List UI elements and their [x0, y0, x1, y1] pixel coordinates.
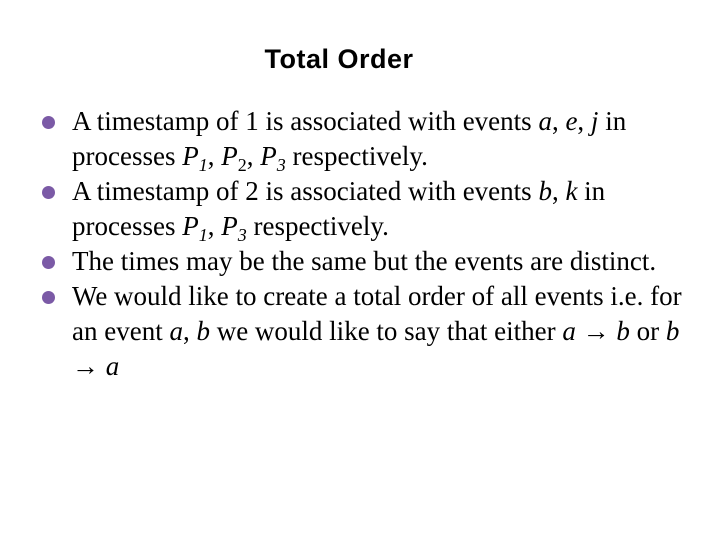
subscript-text: 1 — [198, 155, 208, 175]
text-segment: , — [207, 211, 222, 241]
text-segment: b — [196, 316, 210, 346]
text-segment: P — [221, 141, 238, 171]
subscript-text: 3 — [237, 225, 247, 245]
text-segment: P — [260, 141, 277, 171]
bullet-dot-icon — [42, 256, 55, 269]
text-segment: k — [565, 176, 578, 206]
text-segment: in processes — [72, 176, 606, 241]
text-segment: respectively. — [246, 211, 389, 241]
bullet-list — [42, 104, 702, 384]
bullet-item — [42, 174, 702, 244]
text-segment: or — [629, 316, 666, 346]
text-segment: b — [538, 176, 552, 206]
text-segment: we would like to say that either — [209, 316, 563, 346]
bullet-dot-icon — [42, 186, 55, 199]
text-segment: , — [551, 106, 566, 136]
text-segment: respectively. — [285, 141, 428, 171]
bullet-item — [42, 104, 702, 174]
text-segment: j — [590, 106, 599, 136]
subscript-text: 1 — [198, 225, 208, 245]
bullet-dot-icon — [42, 291, 55, 304]
text-segment: b — [665, 316, 680, 346]
text-segment: P — [182, 141, 199, 171]
text-segment: a — [105, 351, 120, 381]
text-segment: A timestamp of 1 is associated with events — [72, 106, 539, 136]
text-segment: → — [72, 351, 106, 381]
text-segment: → — [575, 316, 617, 346]
bullet-text — [72, 246, 656, 276]
text-segment: , — [577, 106, 591, 136]
text-segment: a — [169, 316, 183, 346]
text-segment: , — [182, 316, 197, 346]
text-segment: , — [207, 141, 222, 171]
text-segment: , — [551, 176, 566, 206]
text-segment: , — [246, 141, 261, 171]
text-segment: P — [221, 211, 238, 241]
text-segment: P — [182, 211, 199, 241]
slide-title: Total Order — [264, 44, 414, 74]
bullet-item — [42, 279, 702, 384]
bullet-dot-icon — [42, 116, 55, 129]
bullet-text — [72, 176, 606, 245]
text-segment: b — [616, 316, 630, 346]
bullet-item — [42, 244, 702, 279]
text-segment: a — [562, 316, 576, 346]
bullet-text — [72, 106, 627, 175]
text-segment: e — [565, 106, 578, 136]
text-segment: in processes — [72, 106, 627, 171]
bullet-text — [72, 281, 682, 381]
subscript-text: 3 — [276, 155, 286, 175]
subscript-text: 2 — [237, 155, 247, 175]
text-segment: The times may be the same but the events are distinct. — [72, 246, 657, 276]
text-segment: a — [538, 106, 552, 136]
text-segment: A timestamp of 2 is associated with events — [72, 176, 539, 206]
text-segment: We would like to create a total order of all events i.e. for an event — [72, 281, 682, 346]
